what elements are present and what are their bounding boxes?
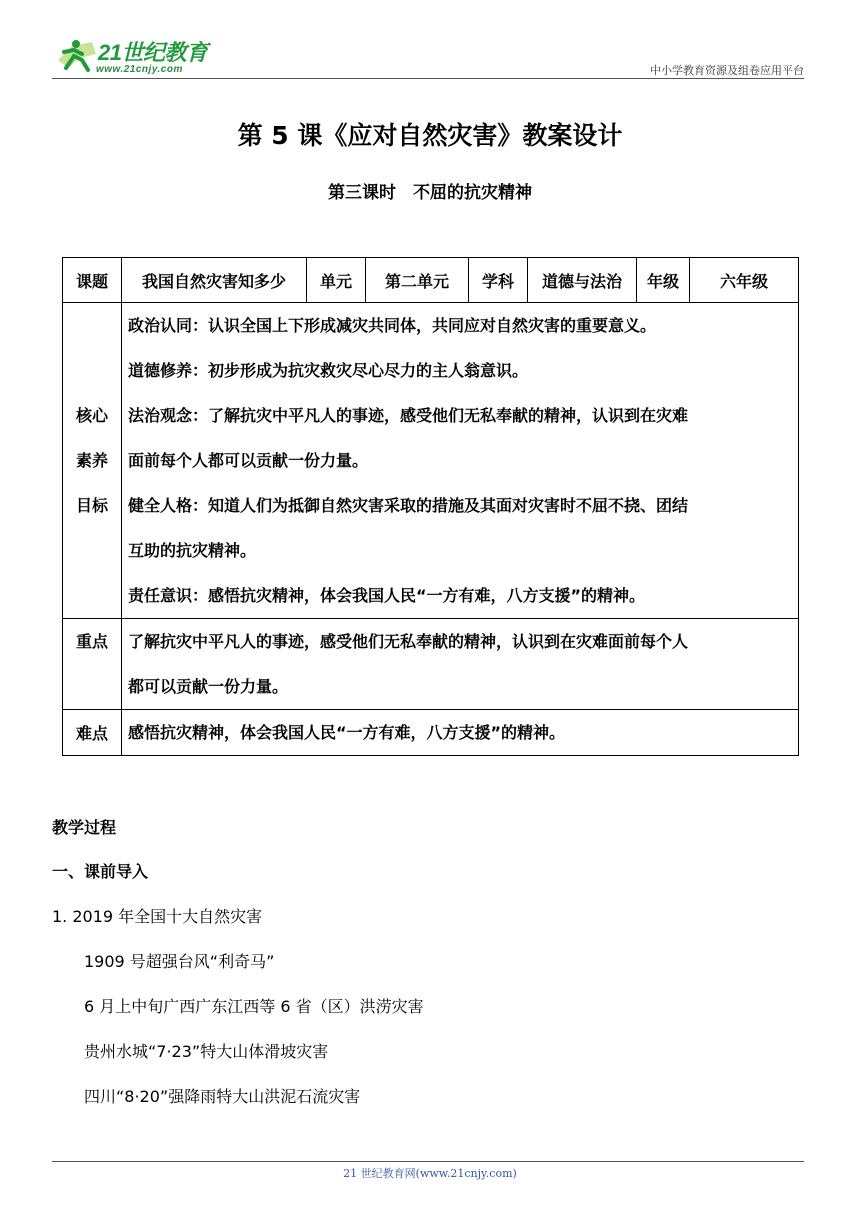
unit-value-cell: 第二单元 [366, 258, 469, 303]
list-item: 贵州水城“7·23”特大山体滑坡灾害 [84, 1042, 329, 1061]
core-goal-line: 责任意识：感悟抗灾精神，体会我国人民“一方有难，八方支援”的精神。 [128, 586, 646, 605]
list-item: 1. 2019 年全国十大自然灾害 [52, 907, 263, 926]
difficulty-label-cell: 难点 [63, 710, 122, 756]
subject-label-cell: 学科 [469, 258, 528, 303]
grade-value-cell: 六年级 [690, 258, 799, 303]
section-heading: 一、课前导入 [52, 862, 149, 881]
core-label-line: 目标 [75, 496, 108, 515]
lesson-info-table [62, 257, 799, 756]
grade-label-cell: 年级 [637, 258, 690, 303]
footer-link[interactable]: 21 世纪教育网(www.21cnjy.com) [343, 1167, 517, 1180]
core-goal-content-cell [122, 303, 799, 619]
header-divider [52, 78, 804, 79]
runner-logo-icon [52, 38, 98, 74]
core-goal-line: 道德修养：初步形成为抗灾救灾尽心尽力的主人翁意识。 [128, 361, 529, 380]
core-label-line: 核心 [75, 406, 108, 425]
difficulty-content-cell: 感悟抗灾精神，体会我国人民“一方有难，八方支援”的精神。 [122, 710, 799, 756]
table-row [63, 258, 799, 303]
logo-url: www.21cnjy.com [96, 64, 183, 75]
process-heading: 教学过程 [52, 818, 117, 837]
page-header [52, 30, 804, 80]
lesson-value-cell: 我国自然灾害知多少 [122, 258, 307, 303]
key-point-line: 了解抗灾中平凡人的事迹，感受他们无私奉献的精神，认识到在灾难面前每个人 [128, 632, 689, 651]
unit-label-cell: 单元 [307, 258, 366, 303]
footer-divider [52, 1161, 804, 1162]
table-row [63, 710, 799, 756]
core-goal-line: 面前每个人都可以贡献一份力量。 [128, 451, 369, 470]
core-goal-line: 政治认同：认识全国上下形成减灾共同体，共同应对自然灾害的重要意义。 [128, 316, 657, 335]
core-goal-line: 健全人格：知道人们为抵御自然灾害采取的措施及其面对灾害时不屈不挠、团结 [128, 496, 689, 515]
key-point-content-cell [122, 619, 799, 710]
platform-name: 中小学教育资源及组卷应用平台 [650, 64, 804, 77]
document-subtitle: 第三课时 不屈的抗灾精神 [328, 183, 532, 203]
key-point-label-cell: 重点 [63, 619, 122, 710]
list-item: 6 月上中旬广西广东江西等 6 省（区）洪涝灾害 [84, 997, 424, 1016]
table-row [63, 619, 799, 710]
key-point-line: 都可以贡献一份力量。 [128, 677, 289, 696]
document-title: 第 5 课《应对自然灾害》教案设计 [237, 121, 623, 150]
list-item: 1909 号超强台风“利奇马” [84, 952, 275, 971]
core-goal-line: 互助的抗灾精神。 [128, 541, 257, 560]
site-logo[interactable] [52, 34, 222, 78]
table-row [63, 303, 799, 619]
list-item: 四川“8·20”强降雨特大山洪泥石流灾害 [84, 1087, 361, 1106]
logo-text: 21世纪教育 [98, 40, 208, 65]
core-goal-label-cell [63, 303, 122, 619]
core-goal-line: 法治观念：了解抗灾中平凡人的事迹，感受他们无私奉献的精神，认识到在灾难 [128, 406, 689, 425]
core-label-line: 素养 [75, 451, 108, 470]
lesson-label-cell: 课题 [63, 258, 122, 303]
subject-value-cell: 道德与法治 [528, 258, 637, 303]
